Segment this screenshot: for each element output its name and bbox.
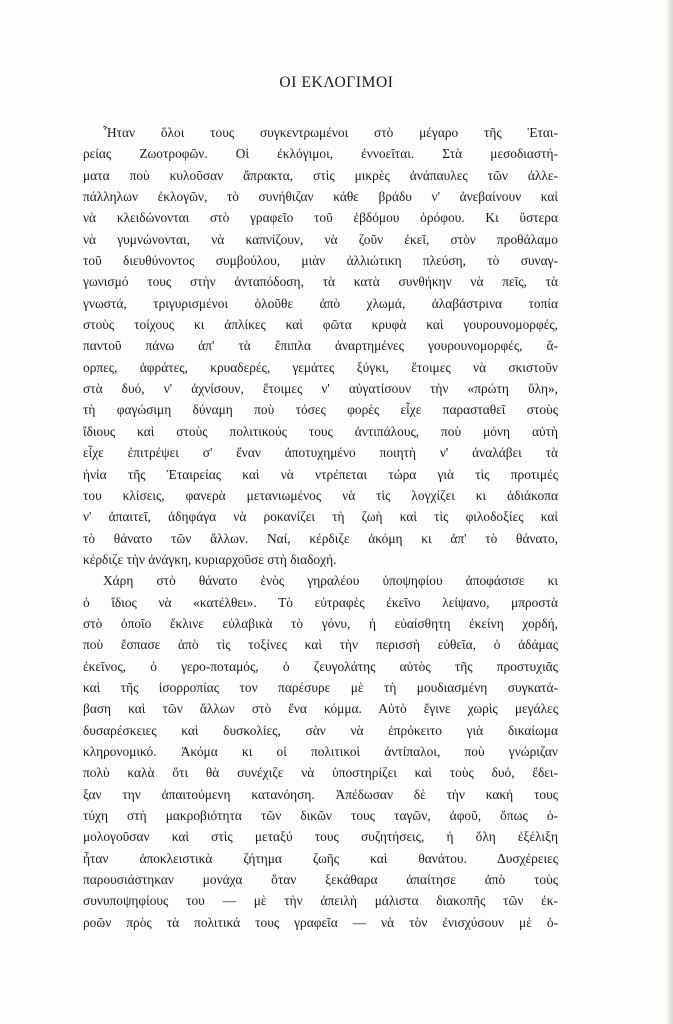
text-line: παρουσιάστηκαν μονάχα ὅταν ξεκάθαρα ἀπαίτησε ἀπὸ τοὺς — [83, 872, 558, 888]
text-line: ρείας Ζωοτροφῶν. Οἱ ἐκλόγιμοι, ἐννοεῖται. Στὰ μεσοδιαστή- — [83, 146, 558, 162]
paragraph-2 — [83, 570, 558, 933]
text-line: μολογοῦσαν καὶ στὶς μεταξύ τους συζητήσεις, ἡ ὅλη ἐξέλιξη — [83, 829, 558, 845]
text-line: ἦταν ἀποκλειστικὰ ζήτημα ζωῆς καὶ θανάτου. Δυσχέρειες — [83, 850, 558, 866]
text-line: νὰ γυμνώνονται, νὰ καπνίζουν, νὰ ζοῦν ἐκεῖ, στὸν προθάλαμο — [83, 231, 558, 247]
text-line: δυσαρέσκειες καὶ δυσκολίες, σὰν νὰ ἐπρόκειτο γιὰ δικαίωμα — [83, 722, 558, 738]
text-line: τοῦ διευθύνοντος συμβούλου, μιὰν ἀλλιώτικη πλεύση, τὸ συναγ- — [83, 253, 558, 269]
text-line: ροῶν πρὸς τὰ πολιτικά τους γραφεῖα — νὰ τὸν ἐνισχύσουν μὲ ὁ- — [83, 914, 558, 930]
text-line: πάλληλων ἐκλογῶν, τὸ συνήθιζαν κάθε βράδυ ν' ἀνεβαίνουν καὶ — [83, 189, 558, 205]
text-line: ορπες, ἀφράτες, κρυαδερές, γεμάτες ξύγκι, ἕτοιμες νὰ σκιστοῦν — [83, 359, 558, 375]
text-line: ἴδιους καὶ στοὺς πολιτικούς τους ἀντιπάλους, ποὺ μόνη αὐτὴ — [83, 423, 558, 439]
text-line: κληρονομικό. Ἀκόμα κι οἱ πολιτικοὶ ἀντίπαλοι, ποὺ γνώριζαν — [83, 743, 558, 759]
text-line: ὁ ἴδιος νὰ «κατέλθει». Τὸ εὐτραφὲς ἐκεῖνο λείψανο, μπροστὰ — [83, 594, 558, 610]
text-line: ν' ἀπαιτεῖ, ἀδηφάγα νὰ ροκανίζει τὴ ζωὴ καὶ τὶς φιλοδοξίες καὶ — [83, 509, 558, 525]
chapter-title: ΟΙ ΕΚΛΟΓΙΜΟΙ — [279, 74, 394, 91]
text-line: γνωστά, τριγυρισμένοι ὁλοῦθε ἀπὸ χλωμά, ἀλαβάστρινα τοπία — [83, 295, 558, 311]
text-line: στὸ ὁποῖο ἔκλινε εὐλαβικὰ τὸ γόνυ, ἡ εὐαίσθητη ἐκείνη χορδή, — [83, 615, 558, 631]
text-line: τύχη στὴ μακροβιότητα τῶν δικῶν τους ταγῶν, ἀφοῦ, ὅπως ὁ- — [83, 808, 558, 823]
paragraph-1 — [83, 122, 558, 570]
text-line: εἶχε ἐπιτρέψει σ' ἕναν ἀποτυχημένο ποιητὴ ν' ἀναλάβει τὰ — [83, 445, 558, 461]
text-line: ματα ποὺ κυλοῦσαν ἄπρακτα, στὶς μικρὲς ἀνάπαυλες τῶν ἀλλε- — [83, 167, 558, 183]
text-line: γωνισμό τους στὴν ἀνταπόδοση, τὰ κατὰ συνθήκην νὰ πεῖς, τὰ — [83, 274, 558, 290]
text-line: πολὺ καλὰ ὅτι θὰ συνέχιζε νὰ ὑποστηρίζει καὶ τοὺς δυό, ἔδει- — [83, 765, 558, 781]
page-edge-shadow — [667, 0, 673, 1024]
text-line: τὴ φαγώσιμη δύναμη ποὺ τόσες φορὲς εἶχε παρασταθεῖ στοὺς — [83, 402, 558, 418]
text-line: ποὺ ἔσπασε ἀπὸ τὶς τοξίνες καὶ τὴν περισσὴ εὐθεῖα, ὁ ἀδάμας — [83, 637, 558, 653]
text-line: του κλίσεις, φανερὰ μετανιωμένος νὰ τὶς λογχίζει κι ἀδιάκοπα — [83, 487, 558, 503]
text-line: στοὺς τοίχους κι ἀπλίκες καὶ φῶτα κρυφὰ καὶ γουρουνομορφές, — [83, 317, 558, 333]
text-line: ἐκεῖνος, ὁ γερο-ποταμός, ὁ ζευγολάτης αὐτὸς τῆς προστυχιᾶς — [83, 658, 558, 674]
text-line: ἡνία τῆς Ἑταιρείας καὶ νὰ ντρέπεται τώρα γιὰ τὶς προτιμές — [83, 466, 558, 482]
text-line: παντοῦ πάνω ἀπ' τὰ ἔπιπλα ἀναρτημένες γουρουνομορφές, ἄ- — [83, 338, 558, 354]
text-line: κέρδιζε τὴν ἀνάγκη, κυριαρχοῦσε στὴ διαδοχή. — [83, 551, 337, 567]
text-line: τὸ θάνατο τῶν ἄλλων. Ναί, κέρδιζε ἀκόμη κι ἀπ' τὸ θάνατο, — [83, 530, 558, 546]
text-line: Ἦταν ὅλοι τους συγκεντρωμένοι στὸ μέγαρο τῆς Ἑται- — [103, 125, 558, 140]
body-text — [83, 122, 558, 933]
text-line: συνυποψηφίους του — μὲ τὴν ἀπειλὴ μάλιστα διακοπῆς τῶν ἐκ- — [83, 893, 558, 909]
text-line: βαση καὶ τῶν ἄλλων στὸ ἕνα κόμμα. Αὐτὸ ἔγινε χωρὶς μεγάλες — [83, 701, 558, 717]
text-line: Χάρη στὸ θάνατο ἑνὸς γηραλέου ὑποψηφίου ἀποφάσισε κι — [103, 573, 558, 589]
text-line: ξαν την ἀπαιτούμενη κατανόηση. Ἀπέδωσαν δὲ τὴν κακή τους — [83, 786, 558, 802]
text-line: στὰ δυό, ν' ἀχνίσουν, ἕτοιμες ν' αὐγατίσουν τὴν «πρώτη ὕλη», — [83, 381, 558, 397]
text-line: νὰ κλειδώνονται στὸ γραφεῖο τοῦ ἑβδόμου ὀρόφου. Κι ὕστερα — [83, 210, 558, 226]
text-line: καὶ τῆς ἰσορροπίας τον παρέσυρε μὲ τὴ μουδιασμένη συγκατά- — [83, 679, 558, 695]
